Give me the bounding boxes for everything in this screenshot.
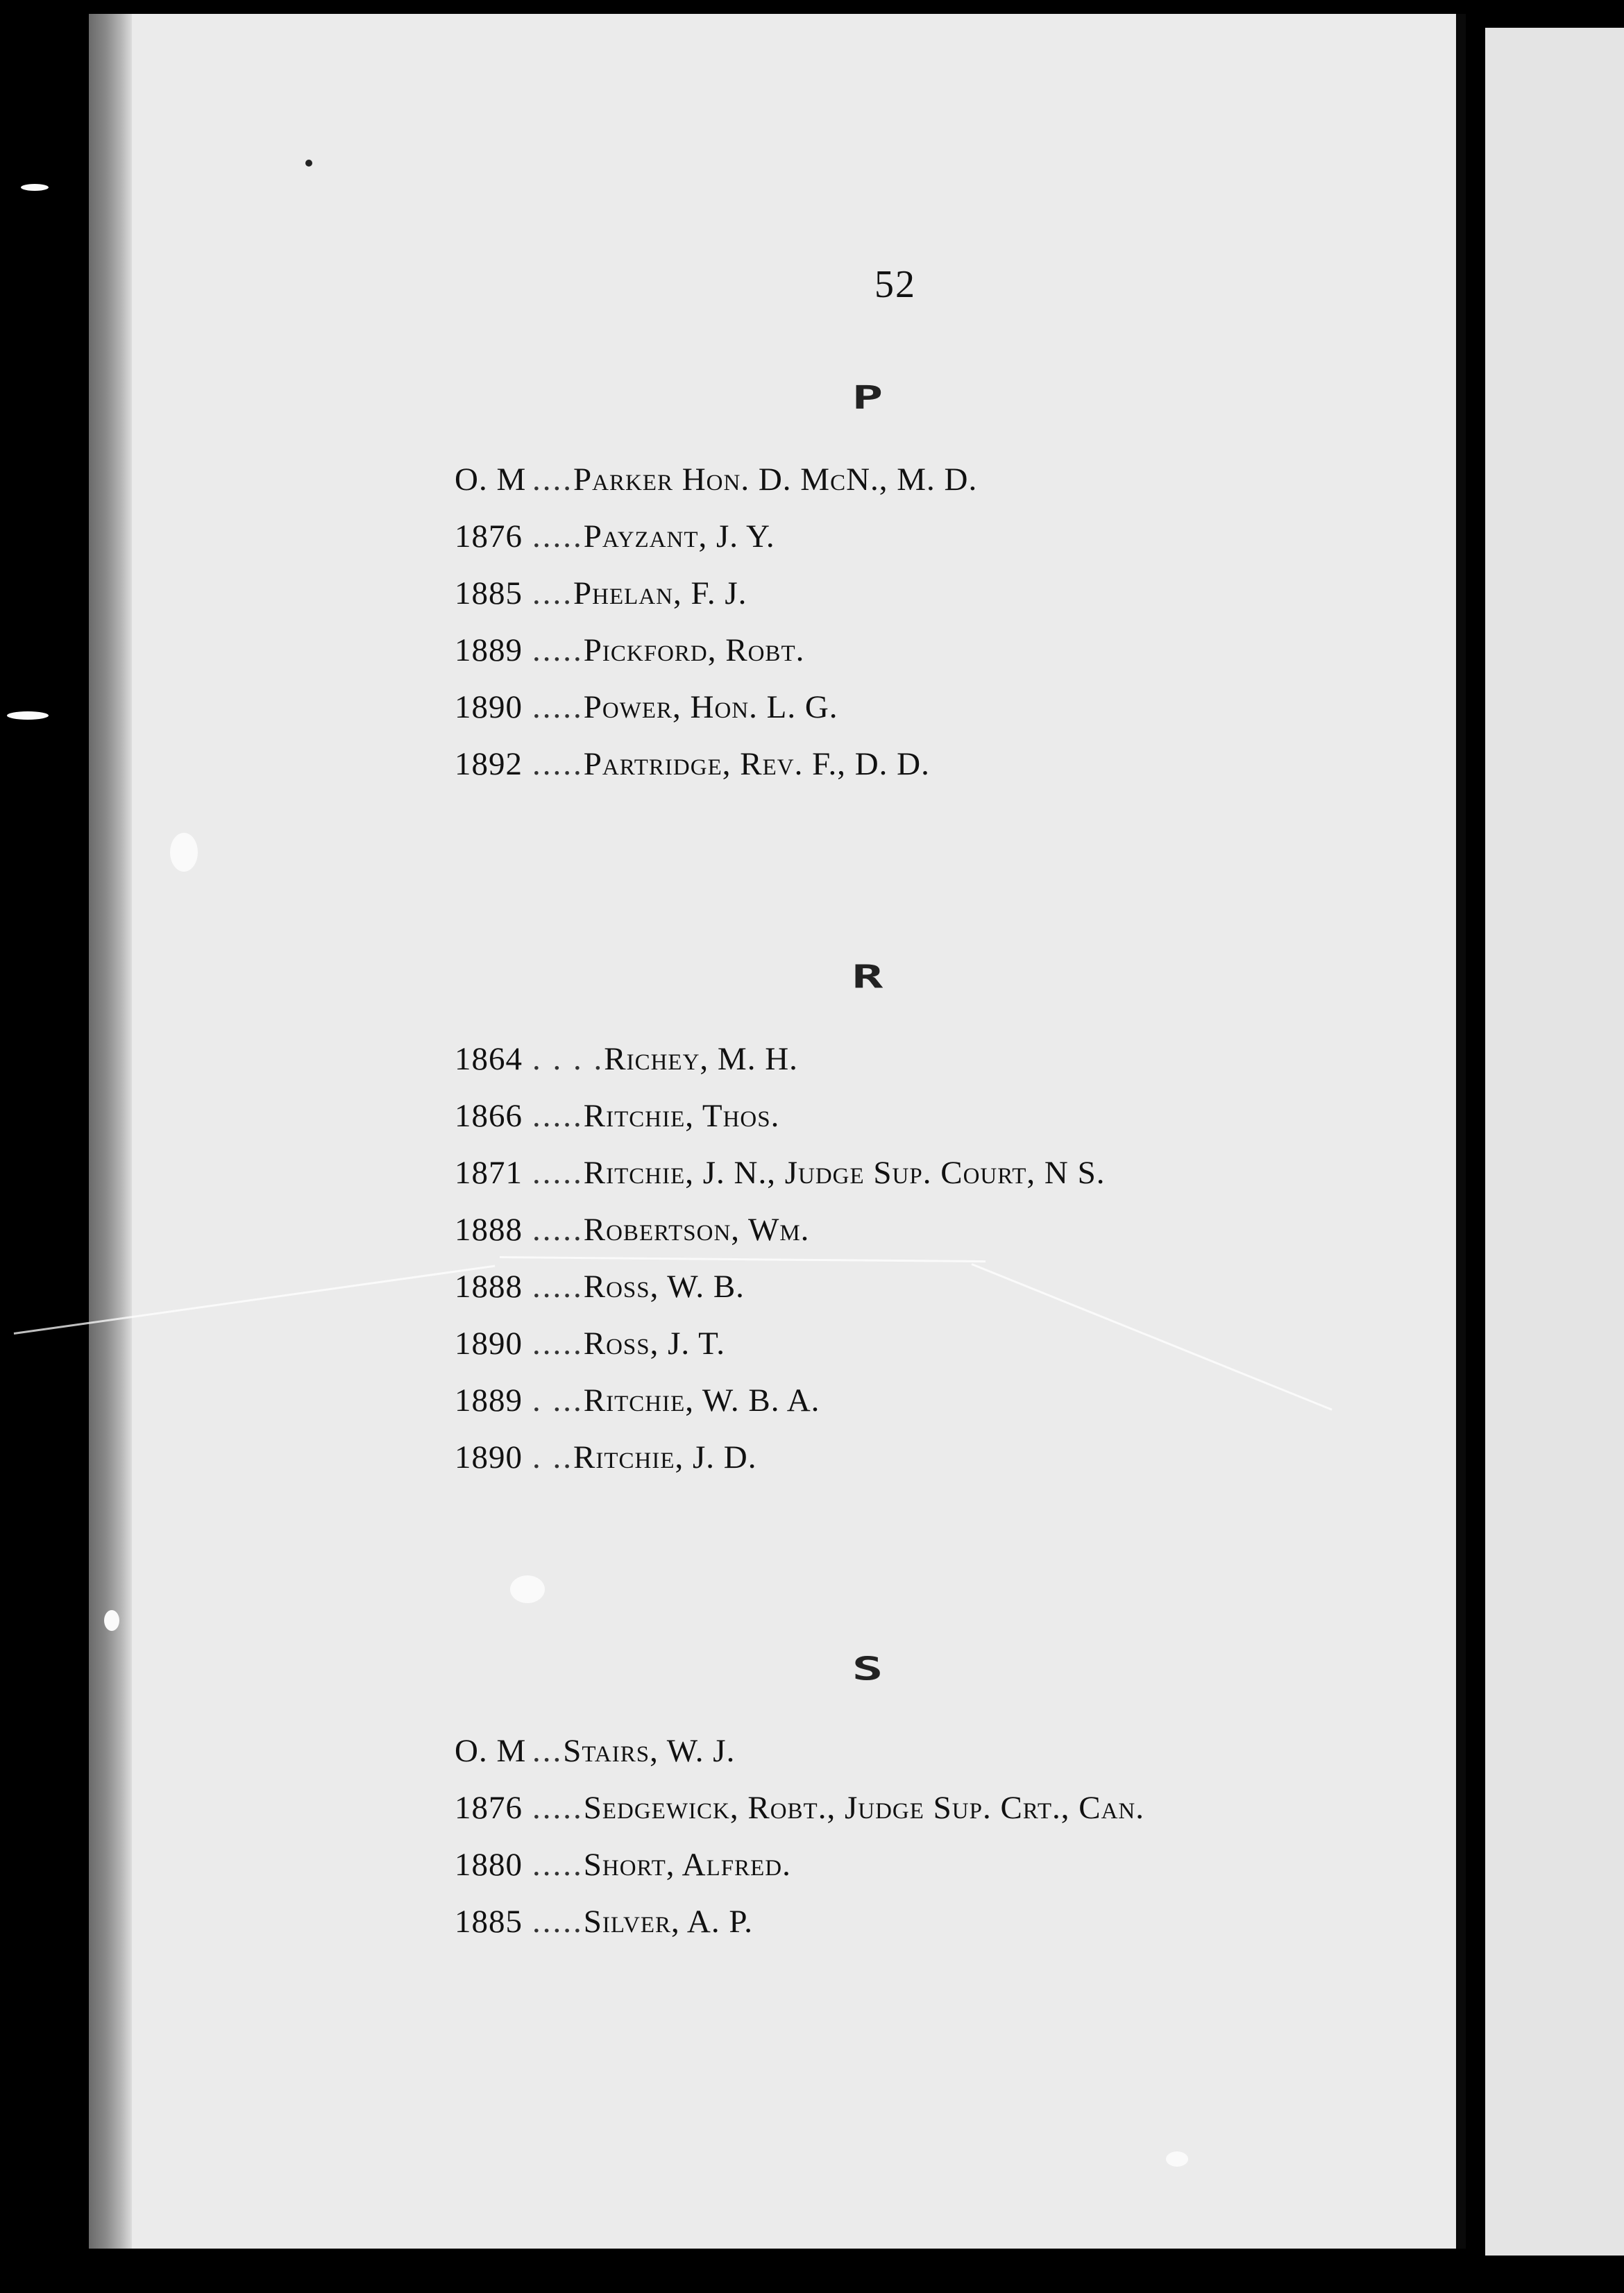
film-speck xyxy=(170,833,198,872)
entry-year: 1864 xyxy=(455,1041,523,1077)
entry-name: Pickford, Robt. xyxy=(583,632,805,668)
entry-name: Power, Hon. L. G. xyxy=(583,689,838,725)
entry-name: Ross, W. B. xyxy=(583,1269,745,1305)
entry-year: 1890 xyxy=(455,689,523,725)
entry-year: 1885 xyxy=(455,575,523,611)
list-item xyxy=(455,1315,1106,1372)
list-item xyxy=(455,1723,1144,1779)
section-s-list xyxy=(455,1723,1144,1950)
entry-name: Parker Hon. D. McN., M. D. xyxy=(573,462,978,498)
film-speck xyxy=(1166,2151,1188,2167)
page-number: 52 xyxy=(874,263,916,306)
list-item xyxy=(455,1144,1106,1201)
adjacent-page-edge xyxy=(1485,28,1624,2256)
section-heading-r: R xyxy=(852,958,883,996)
list-item xyxy=(455,1258,1106,1315)
entry-year: 1880 xyxy=(455,1847,523,1883)
entry-name: Ross, J. T. xyxy=(583,1326,726,1362)
entry-leader: ..... xyxy=(532,1155,584,1191)
entry-year: 1892 xyxy=(455,746,523,782)
entry-year: 1888 xyxy=(455,1269,523,1305)
entry-year: 1888 xyxy=(455,1212,523,1248)
entry-leader: ..... xyxy=(532,1269,584,1305)
entry-leader: ..... xyxy=(532,1098,584,1134)
entry-name: Sedgewick, Robt., Judge Sup. Crt., Can. xyxy=(583,1790,1145,1826)
entry-leader: ... xyxy=(532,1733,564,1769)
entry-year: O. M xyxy=(455,1733,527,1769)
entry-year: 1889 xyxy=(455,1382,523,1419)
list-item xyxy=(455,736,977,793)
entry-leader: . . . . xyxy=(532,1041,604,1077)
entry-leader: .... xyxy=(532,462,573,498)
list-item xyxy=(455,508,977,565)
list-item xyxy=(455,1893,1144,1950)
entry-year: O. M xyxy=(455,462,527,498)
film-speck xyxy=(21,184,49,191)
entry-name: Stairs, W. J. xyxy=(563,1733,736,1769)
entry-year: 1889 xyxy=(455,632,523,668)
list-item xyxy=(455,1779,1144,1836)
page-spine-edge xyxy=(89,14,132,2249)
entry-leader: ..... xyxy=(532,1212,584,1248)
entry-name: Ritchie, Thos. xyxy=(583,1098,780,1134)
entry-year: 1866 xyxy=(455,1098,523,1134)
entry-year: 1876 xyxy=(455,518,523,555)
entry-leader: ..... xyxy=(532,1326,584,1362)
list-item xyxy=(455,622,977,679)
entry-name: Robertson, Wm. xyxy=(583,1212,810,1248)
entry-leader: ..... xyxy=(532,518,584,555)
list-item xyxy=(455,565,977,622)
list-item xyxy=(455,1429,1106,1486)
ink-dot xyxy=(305,160,312,167)
entry-year: 1890 xyxy=(455,1439,523,1475)
section-heading-p: P xyxy=(852,379,883,416)
entry-leader: . ... xyxy=(532,1382,584,1419)
entry-name: Phelan, F. J. xyxy=(573,575,747,611)
entry-leader: ..... xyxy=(532,1790,584,1826)
entry-name: Payzant, J. Y. xyxy=(583,518,775,555)
entry-name: Ritchie, J. N., Judge Sup. Court, N S. xyxy=(583,1155,1106,1191)
entry-name: Silver, A. P. xyxy=(583,1904,754,1940)
list-item xyxy=(455,451,977,508)
entry-leader: .... xyxy=(532,575,573,611)
entry-name: Ritchie, W. B. A. xyxy=(583,1382,820,1419)
entry-name: Ritchie, J. D. xyxy=(573,1439,757,1475)
page-gutter xyxy=(1456,14,1466,2249)
film-speck xyxy=(104,1610,119,1631)
entry-year: 1890 xyxy=(455,1326,523,1362)
entry-leader: ..... xyxy=(532,1904,584,1940)
entry-year: 1885 xyxy=(455,1904,523,1940)
list-item xyxy=(455,1031,1106,1088)
film-speck xyxy=(7,711,49,720)
section-heading-s: S xyxy=(852,1650,883,1688)
list-item xyxy=(455,1372,1106,1429)
entry-name: Short, Alfred. xyxy=(583,1847,791,1883)
entry-leader: ..... xyxy=(532,1847,584,1883)
list-item xyxy=(455,1201,1106,1258)
entry-leader: ..... xyxy=(532,689,584,725)
entry-year: 1876 xyxy=(455,1790,523,1826)
entry-name: Partridge, Rev. F., D. D. xyxy=(583,746,930,782)
section-p-list xyxy=(455,451,977,793)
list-item xyxy=(455,1088,1106,1144)
entry-year: 1871 xyxy=(455,1155,523,1191)
entry-name: Richey, M. H. xyxy=(604,1041,798,1077)
film-speck xyxy=(510,1575,545,1603)
list-item xyxy=(455,679,977,736)
list-item xyxy=(455,1836,1144,1893)
entry-leader: ..... xyxy=(532,746,584,782)
entry-leader: . .. xyxy=(532,1439,573,1475)
entry-leader: ..... xyxy=(532,632,584,668)
